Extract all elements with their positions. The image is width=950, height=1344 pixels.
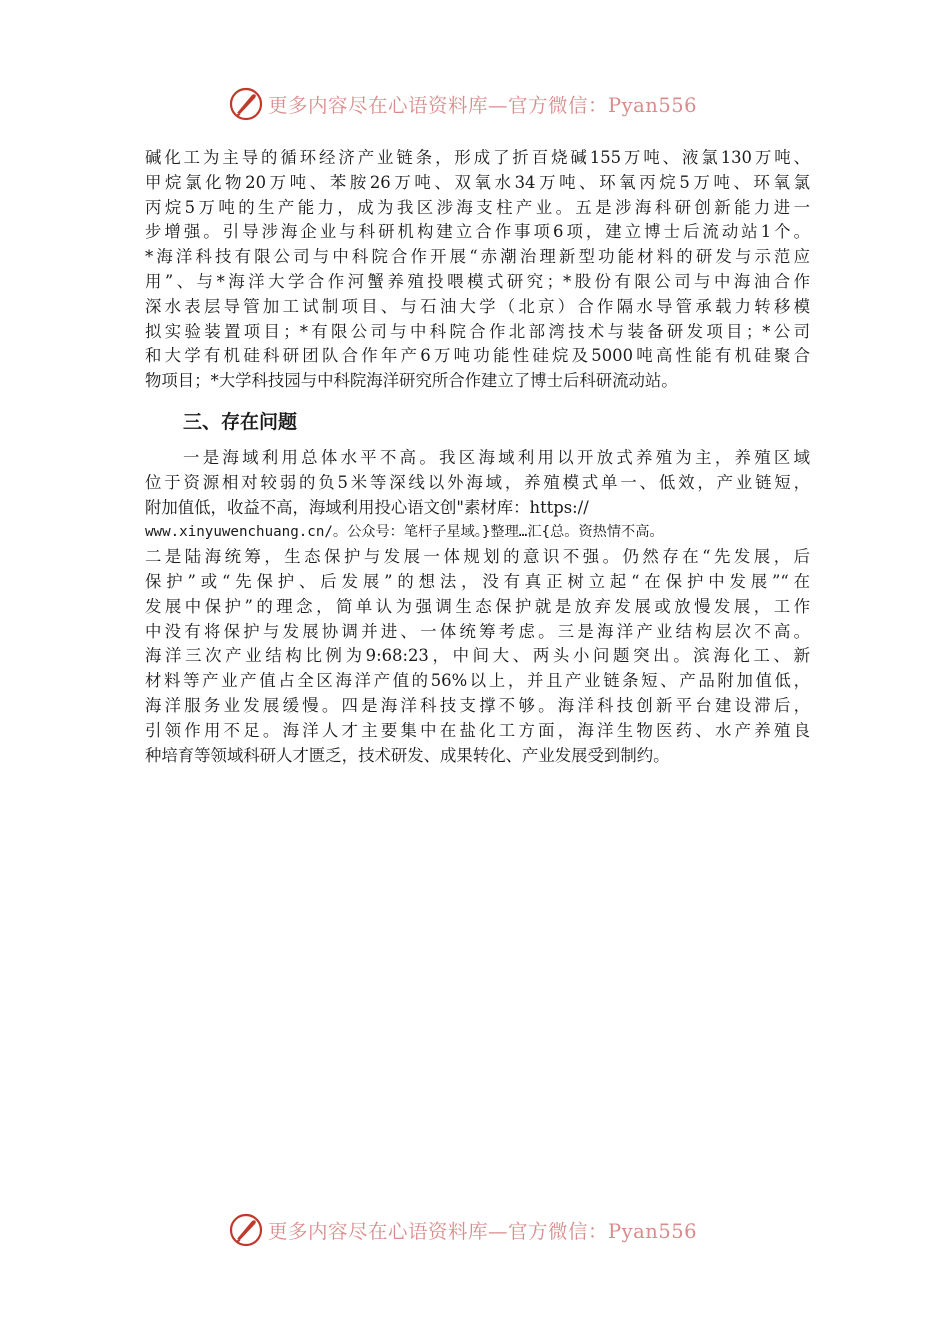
text-line: 用”、与*海洋大学合作河蟹养殖投喂模式研究；*股份有限公司与中海油合作 [145, 271, 810, 291]
text-line: 中没有将保护与发展协调并进、一体统筹考虑。三是海洋产业结构层次不高。 [145, 621, 810, 641]
section-heading: 三、存在问题 [183, 411, 298, 433]
text-line: 二是陆海统筹，生态保护与发展一体规划的意识不强。仍然存在“先发展，后 [145, 547, 810, 567]
text-line: 丙烷5万吨的生产能力，成为我区涉海支柱产业。五是涉海科研创新能力进一 [145, 197, 810, 217]
pen-feather-logo-icon [228, 86, 264, 122]
text-line: 发展中保护”的理念，简单认为强调生态保护就是放弃发展或放慢发展，工作 [145, 596, 810, 616]
header-banner-text: 更多内容尽在心语资料库—官方微信：Pyan556 [268, 94, 698, 117]
text-line: 位于资源相对较弱的负5米等深线以外海域，养殖模式单一、低效，产业链短， [145, 472, 810, 492]
text-line: 一是海域利用总体水平不高。我区海域利用以开放式养殖为主，养殖区域 [183, 448, 810, 467]
text-line: 拟实验装置项目；*有限公司与中科院合作北部湾技术与装备研发项目；*公司 [145, 321, 810, 341]
text-line: 甲烷氯化物20万吨、苯胺26万吨、双氧水34万吨、环氧丙烷5万吨、环氧氯 [145, 172, 810, 192]
footer-banner [0, 1208, 950, 1252]
header-banner-inner [228, 82, 697, 126]
footer-banner-text: 更多内容尽在心语资料库—官方微信：Pyan556 [268, 1220, 698, 1243]
text-line: 材料等产业产值占全区海洋产值的56%以上，并且产业链条短、产品附加值低， [145, 671, 810, 691]
text-line: 附加值低，收益不高，海域利用投心语文创"素材库：https:// [145, 497, 589, 517]
text-line: 碱化工为主导的循环经济产业链条，形成了折百烧碱155万吨、液氯130万吨、 [145, 148, 810, 167]
text-line: 物项目；*大学科技园与中科院海洋研究所合作建立了博士后科研流动站。 [145, 371, 678, 391]
text-line: *海洋科技有限公司与中科院合作开展“赤潮治理新型功能材料的研发与示范应 [145, 247, 810, 267]
pen-feather-logo-icon [228, 1212, 264, 1248]
text-line: 深水表层导管加工试制项目、与石油大学（北京）合作隔水导管承载力转移模 [145, 296, 810, 316]
footer-banner-inner [228, 1208, 697, 1252]
paragraph-2 [145, 446, 810, 768]
text-line: www.xinyuwenchuang.cn/。公众号：笔杆子星域。}整理…汇{总。资热情不高。 [145, 524, 664, 541]
text-line: 海洋三次产业结构比例为9:68:23，中间大、两头小问题突出。滨海化工、新 [145, 646, 810, 666]
text-line: 引领作用不足。海洋人才主要集中在盐化工方面，海洋生物医药、水产养殖良 [145, 720, 810, 740]
text-line: 和大学有机硅科研团队合作年产6万吨功能性硅烷及5000吨高性能有机硅聚合 [145, 346, 810, 366]
text-line: 保护”或“先保护、后发展”的想法，没有真正树立起“在保护中发展”“在 [145, 571, 810, 591]
paragraph-1 [145, 146, 810, 394]
text-line: 步增强。引导涉海企业与科研机构建立合作事项6项，建立博士后流动站1个。 [145, 222, 810, 242]
header-banner [0, 82, 950, 126]
text-line: 海洋服务业发展缓慢。四是海洋科技支撑不够。海洋科技创新平台建设滞后， [145, 695, 810, 715]
text-line: 种培育等领域科研人才匮乏，技术研发、成果转化、产业发展受到制约。 [145, 745, 670, 765]
